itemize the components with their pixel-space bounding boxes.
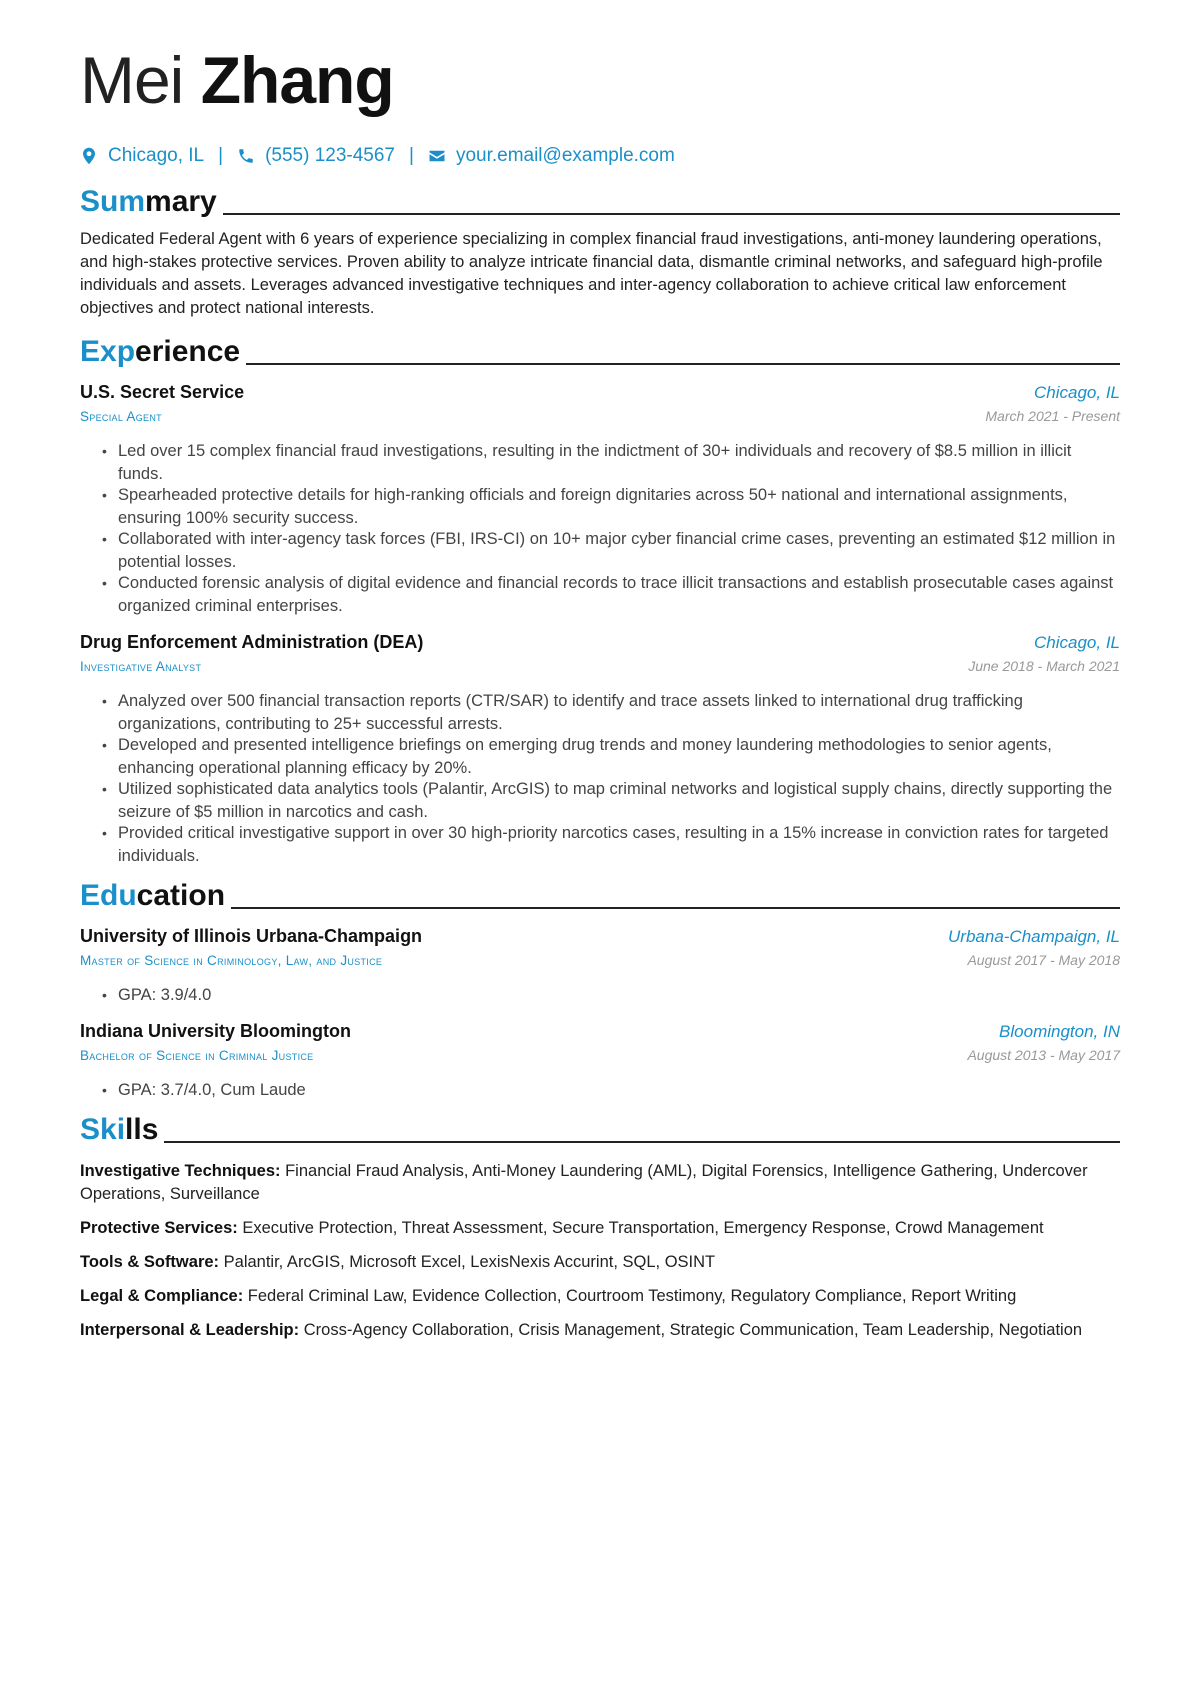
phone-text: (555) 123-4567	[265, 145, 395, 166]
candidate-name	[80, 40, 1120, 120]
experience-entry	[80, 630, 1120, 868]
summary-text: Dedicated Federal Agent with 6 years of experience specializing in complex financial fraud investigations, anti-money laundering operations, and high-stakes protective services. Proven ability to analyze intricate financial data, dismantle criminal networks, and safeguard high-profile individuals and assets. Leverages advanced investigative techniques and inter-agency collaboration to achieve critical law enforcement objectives and protect national interests.	[80, 230, 1103, 317]
envelope-icon	[428, 147, 446, 165]
summary-heading	[80, 184, 1120, 220]
education-details	[80, 984, 1120, 1007]
skill-category: Protective Services: Executive Protection, Threat Assessment, Secure Transportation, Emergency Response, Crowd Management	[80, 1219, 1044, 1237]
section-rule	[223, 213, 1120, 215]
job-title: Special Agent	[80, 409, 162, 424]
education-entry	[80, 924, 1120, 1007]
section-title: Skills	[80, 1113, 159, 1146]
section-rule	[246, 363, 1120, 365]
contact-location	[80, 145, 204, 167]
education-entry	[80, 1019, 1120, 1102]
contact-phone[interactable]	[237, 145, 395, 167]
entry-location: Chicago, IL	[1034, 633, 1120, 652]
contact-info	[80, 142, 1120, 170]
section-title: Experience	[80, 335, 241, 368]
skill-category: Legal & Compliance: Federal Criminal Law, Evidence Collection, Courtroom Testimony, Regulatory Compliance, Report Writing	[80, 1287, 1017, 1305]
first-name: Mei	[80, 43, 184, 117]
entry-location: Chicago, IL	[1034, 383, 1120, 402]
resume-page	[80, 40, 1120, 1353]
entry-location: Urbana-Champaign, IL	[948, 927, 1120, 946]
map-marker-icon	[80, 147, 98, 165]
experience-heading	[80, 334, 1120, 370]
list-item: • Utilized sophisticated data analytics tools (Palantir, ArcGIS) to map criminal networks and logistical supply chains, directly supporting the seizure of $5 million in narcotics and cash.	[104, 778, 1120, 824]
contact-email[interactable]	[428, 145, 675, 167]
education-details	[80, 1079, 1120, 1102]
entry-location: Bloomington, IN	[999, 1022, 1120, 1041]
school: Indiana University Bloomington	[80, 1021, 352, 1041]
achievement-list	[80, 440, 1120, 618]
entry-dates: June 2018 - March 2021	[968, 658, 1120, 674]
section-title: Education	[80, 879, 226, 912]
contact-separator: |	[218, 145, 224, 166]
section-rule	[231, 907, 1120, 909]
skill-category: Interpersonal & Leadership: Cross-Agency Collaboration, Crisis Management, Strategic Communication, Team Leadership, Negotiation	[80, 1321, 1083, 1339]
location-text: Chicago, IL	[108, 145, 205, 166]
employer: U.S. Secret Service	[80, 382, 245, 402]
section-title: Summary	[80, 185, 217, 218]
list-item: • Provided critical investigative support in over 30 high-priority narcotics cases, resulting in a 15% increase in conviction rates for targeted individuals.	[104, 822, 1120, 868]
list-item: • Collaborated with inter-agency task forces (FBI, IRS-CI) on 10+ major cyber financial crime cases, preventing an estimated $12 million in potential losses.	[104, 528, 1120, 574]
email-link[interactable]: your.email@example.com	[455, 145, 675, 166]
entry-dates: August 2017 - May 2018	[967, 952, 1120, 968]
school: University of Illinois Urbana-Champaign	[80, 926, 423, 946]
degree: Bachelor of Science in Criminal Justice	[80, 1048, 314, 1063]
list-item: • GPA: 3.7/4.0, Cum Laude	[104, 1079, 1120, 1102]
education-heading	[80, 878, 1120, 914]
list-item: • Led over 15 complex financial fraud investigations, resulting in the indictment of 30+ individuals and recovery of $8.5 million in illicit funds.	[104, 440, 1120, 486]
contact-separator: |	[409, 145, 414, 166]
skills-list	[80, 1160, 1120, 1342]
entry-dates: March 2021 - Present	[985, 408, 1120, 424]
list-item: • Spearheaded protective details for high-ranking officials and foreign dignitaries across 50+ national and international assignments, ensuring 100% security success.	[104, 484, 1120, 530]
list-item: • Analyzed over 500 financial transaction reports (CTR/SAR) to identify and trace assets linked to international drug trafficking organizations, contributing to 25+ successful arrests.	[104, 690, 1120, 736]
entry-dates: August 2013 - May 2017	[967, 1047, 1120, 1063]
last-name: Zhang	[200, 43, 394, 117]
degree: Master of Science in Criminology, Law, and Justice	[80, 953, 383, 968]
section-rule	[164, 1141, 1120, 1143]
skills-heading	[80, 1112, 1120, 1148]
list-item: • Developed and presented intelligence briefings on emerging drug trends and money laundering methodologies to senior agents, enhancing operational planning efficacy by 20%.	[104, 734, 1120, 780]
phone-icon	[237, 147, 255, 165]
skill-category: Tools & Software: Palantir, ArcGIS, Microsoft Excel, LexisNexis Accurint, SQL, OSINT	[80, 1253, 716, 1271]
job-title: Investigative Analyst	[80, 659, 202, 674]
experience-entry	[80, 380, 1120, 618]
list-item: • Conducted forensic analysis of digital evidence and financial records to trace illicit transactions and establish prosecutable cases against organized criminal enterprises.	[104, 572, 1120, 618]
skill-category: Investigative Techniques: Financial Fraud Analysis, Anti-Money Laundering (AML), Digital Forensics, Intelligence Gathering, Undercover Operations, Surveillance	[80, 1162, 1088, 1203]
employer: Drug Enforcement Administration (DEA)	[80, 632, 424, 652]
list-item: • GPA: 3.9/4.0	[104, 984, 1120, 1007]
achievement-list	[80, 690, 1120, 868]
